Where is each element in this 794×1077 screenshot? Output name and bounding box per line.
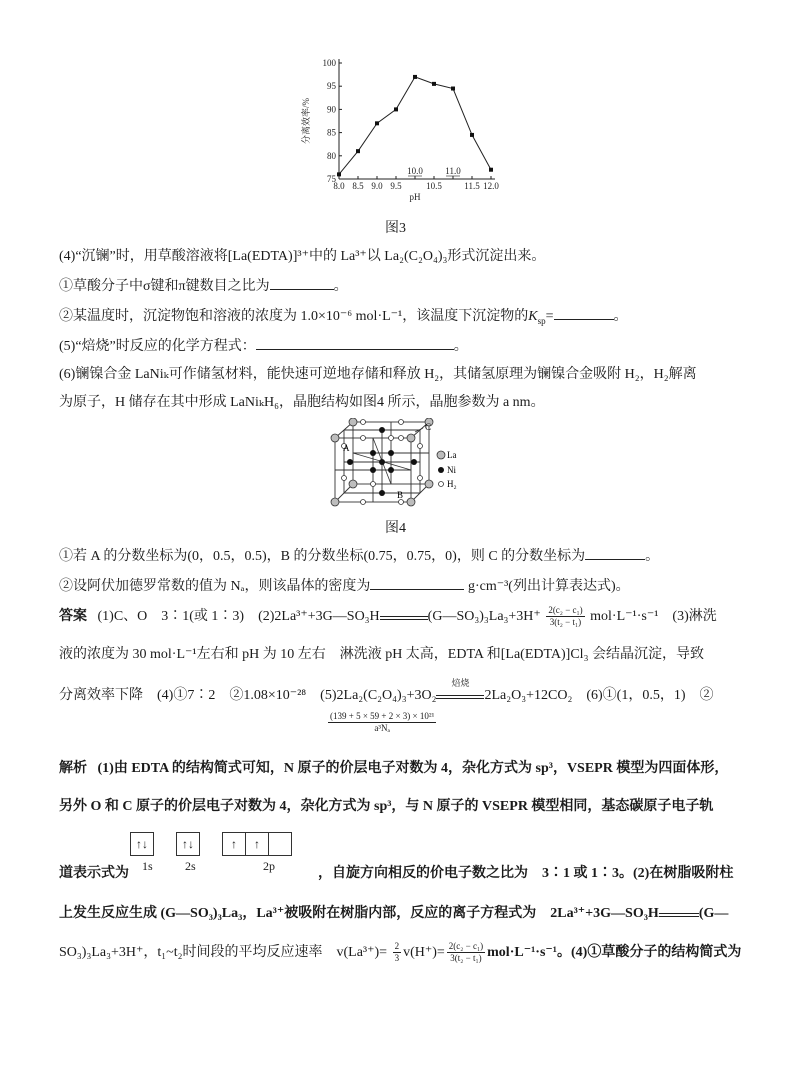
data-point	[470, 133, 474, 137]
x-tick-label: 8.5	[352, 181, 364, 191]
data-point	[451, 87, 455, 91]
analysis-line3b: ，自旋方向相反的价电子数之比为 3∶1 或 1∶3。(2)在树脂吸附柱	[318, 866, 734, 881]
analysis-line3a: 道表示式为	[59, 866, 129, 881]
density-expression: $\frac{\text{(139 + 5 × 59 + 2 × 3) × 10²¹}}{\text{a³Nₐ}}$	[330, 711, 435, 733]
y-tick-label: 95	[327, 81, 336, 92]
orbital-2p-1: ↑	[222, 832, 246, 856]
y-tick-label: 85	[327, 127, 336, 138]
legend-la: La	[447, 450, 457, 460]
series-line	[339, 77, 491, 174]
analysis-line4: 上发生反应生成 (G—SO₃)₃La₃，La³⁺被吸附在树脂内部，反应的离子方程式为 2La³⁺+3G—SO₃H (G—	[59, 906, 729, 921]
figure3-caption: 图3	[385, 221, 406, 236]
x-axis-label: pH	[409, 192, 421, 202]
x-tick-label: 11.5	[464, 181, 480, 191]
answer-line2: 液的浓度为 30 mol·L⁻¹左右和 pH 为 10 左右 淋洗液 pH 太高，EDTA 和[La(EDTA)]Cl₃ 会结晶沉淀，导致	[59, 647, 704, 662]
orbital-1s: ↑↓	[130, 832, 154, 856]
analysis-line1: 解析 (1)由 EDTA 的结构简式可知，N 原子的价层电子对数为 4，杂化方式为 sp³，VSEPR 模型为四面体形，	[59, 761, 729, 776]
label-a: A	[343, 443, 350, 453]
x-tick-label: 8.0	[333, 181, 345, 191]
x-tick-label: 9.0	[371, 181, 383, 191]
analysis-line2: 另外 O 和 C 原子的价层电子对数为 4，杂化方式为 sp³，与 N 原子的 VSEPR 模型相同，基态碳原子电子轨	[59, 799, 714, 814]
question-4-1: ①草酸分子中σ键和π键数目之比为 。	[59, 279, 348, 294]
question-6-2: ②设阿伏加德罗常数的值为 Nₐ，则该晶体的密度为 g·cm⁻³(列出计算表达式)。	[59, 579, 630, 594]
x-tick-label-inner: 11.0	[445, 166, 461, 176]
question-6-line2: 为原子，H 储存在其中形成 LaNiₖH₆，晶胞结构如图4 所示，晶胞参数为 a nm。	[59, 395, 545, 410]
orbital-2p-3	[269, 832, 292, 856]
legend-h2: H₂	[447, 479, 457, 489]
question-5: (5)“焙烧”时反应的化学方程式： 。	[59, 339, 468, 354]
equilibrium-sign	[380, 610, 428, 620]
data-point	[375, 121, 379, 125]
orbital-2p-2: ↑	[246, 832, 269, 856]
analysis-line5: SO₃)₃La₃+3H⁺，t₁~t₂时间段的平均反应速率 v(La³⁺)= $\frac{2}{3}$ v(H⁺)= $\frac{\text{2(c₂ − c₁)}}{\text{3(t₂ − t₁)}}$ mol·L⁻¹·s⁻¹。(4)①草酸分子的结构简式为	[59, 941, 742, 964]
figure4-caption: 图4	[385, 521, 406, 536]
y-tick-label: 75	[327, 174, 336, 184]
x-tick-label: 9.5	[390, 181, 402, 191]
question-4: (4)“沉镧”时，用草酸溶液将[La(EDTA)]³⁺中的 La³⁺以 La₂(C₂O₄)₃形式沉淀出来。	[59, 249, 546, 264]
roasting-arrow: 焙烧	[436, 689, 484, 699]
label-b: B	[397, 490, 404, 500]
data-point	[337, 172, 341, 176]
orbital-2s: ↑↓	[176, 832, 200, 856]
data-point	[489, 168, 493, 172]
data-point	[432, 82, 436, 86]
data-point	[356, 149, 360, 153]
x-tick-label: 12.0	[483, 181, 499, 191]
legend-ni: Ni	[447, 465, 456, 475]
orbital-diagram	[130, 832, 292, 856]
y-axis-label: 分离效率/%	[301, 98, 311, 144]
answer-line1: 答案 (1)C、O 3∶1(或 1∶3) (2)2La³⁺+3G—SO₃H (G—SO₃)₃La₃+3H⁺ $\frac{\text{2(c₂ − c₁)}}{\text{3(t₂ − t₁)}}$ mol·L⁻¹·s⁻¹ (3)淋洗	[59, 605, 717, 628]
data-point	[413, 75, 417, 79]
label-c: C	[425, 422, 432, 432]
y-tick-label: 100	[322, 58, 336, 68]
answer-label: 答案	[59, 609, 87, 624]
answer-line3: 分离效率下降 (4)①7∶2 ②1.08×10⁻²⁸ (5)2La₂(C₂O₄)₃+3O₂ 焙烧 2La₂O₃+12CO₂ (6)①(1，0.5，1) ②	[59, 678, 714, 703]
question-6-line1: (6)镧镍合金 LaNiₖ可作储氢材料，能快速可逆地存储和释放 H₂，其储氢原理为镧镍合金吸附 H₂，H₂解离	[59, 367, 697, 382]
x-tick-label: 10.5	[426, 181, 442, 191]
crystal-cell-diagram	[325, 418, 475, 510]
y-tick-label: 90	[327, 104, 336, 115]
x-tick-label-inner: 10.0	[407, 166, 423, 176]
data-point	[394, 107, 398, 111]
question-6-1: ①若 A 的分数坐标为(0，0.5，0.5)，B 的分数坐标(0.75，0.75，0)，则 C 的分数坐标为 。	[59, 549, 660, 564]
y-tick-label: 80	[327, 150, 336, 161]
separation-efficiency-chart	[295, 55, 515, 205]
question-4-2: ②某温度时，沉淀物饱和溶液的浓度为 1.0×10⁻⁶ mol·L⁻¹，该温度下沉淀物的$K_{sp}=$ 。	[59, 309, 628, 326]
